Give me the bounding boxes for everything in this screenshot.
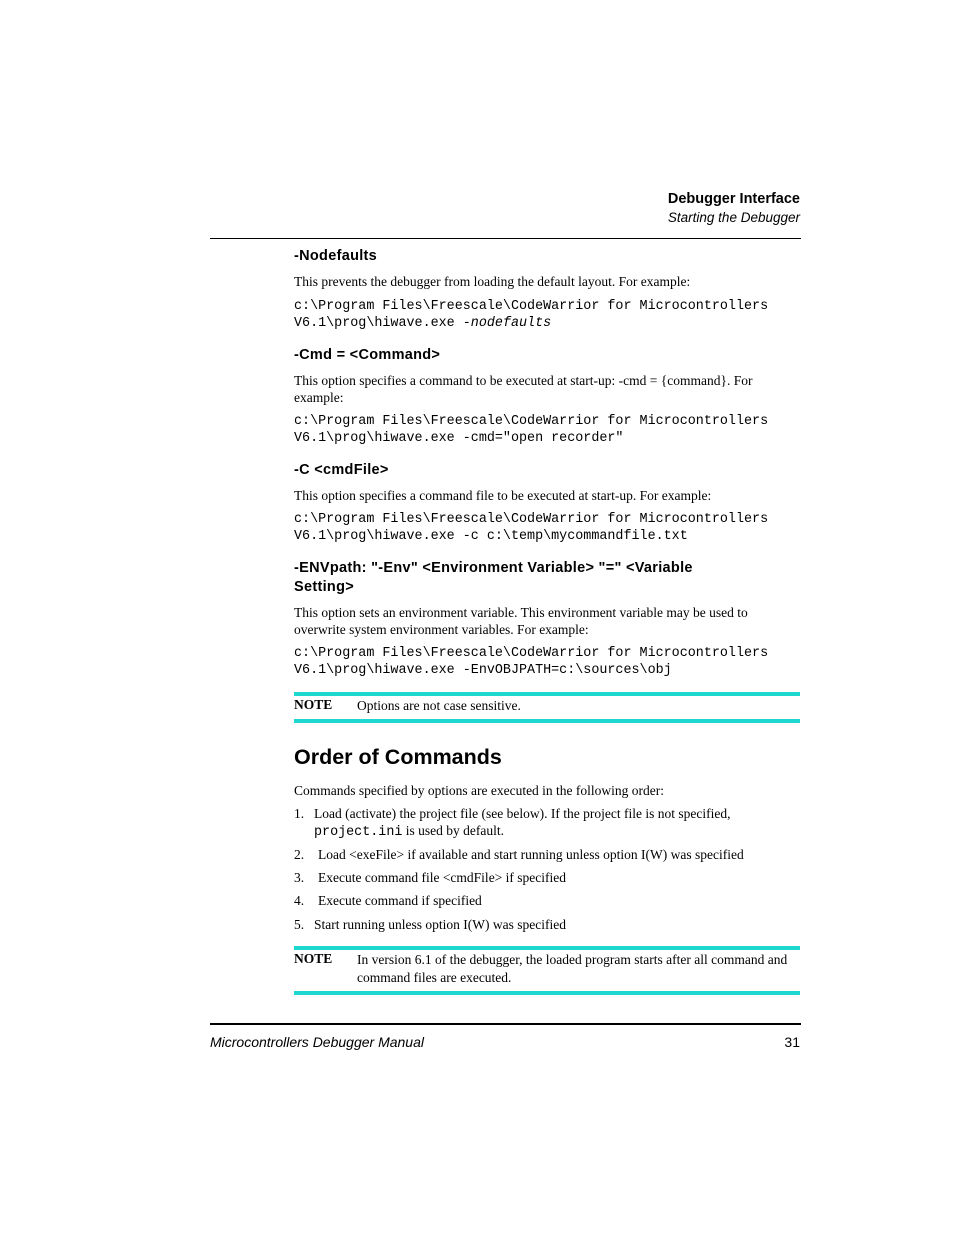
cmd-code-line2: V6.1\prog\hiwave.exe -cmd="open recorder"	[294, 431, 624, 446]
list-item-number: 2.	[294, 847, 305, 862]
cmd-body-line2: example:	[294, 390, 344, 405]
page-number: 31	[784, 1034, 800, 1050]
note1-bottom-bar	[294, 719, 800, 723]
heading-nodefaults: -Nodefaults	[294, 248, 378, 264]
list-item-number: 1.	[294, 806, 305, 821]
note2-bottom-bar	[294, 991, 800, 995]
header-rule	[210, 238, 801, 239]
envpath-body-line2: overwrite system environment variables. For example:	[294, 622, 589, 637]
running-header-section: Starting the Debugger	[667, 210, 800, 225]
nodefaults-body: This prevents the debugger from loading the default layout. For example:	[294, 274, 691, 289]
inline-code-project-ini: project.ini	[314, 825, 403, 840]
list-item-text-continued	[314, 822, 504, 841]
envpath-code-line1: c:\Program Files\Freescale\CodeWarrior for Microcontrollers	[294, 646, 769, 661]
list-item-text-rest: is used by default.	[402, 823, 505, 838]
list-item-text: Execute command file <cmdFile> if specified	[318, 870, 567, 885]
cmdfile-body: This option specifies a command file to be executed at start-up. For example:	[294, 488, 712, 503]
nodefaults-code-line2	[294, 315, 551, 332]
running-header-chapter: Debugger Interface	[667, 191, 800, 207]
list-item-number: 5.	[294, 917, 305, 932]
footer-rule	[210, 1023, 801, 1025]
envpath-body-line1: This option sets an environment variable. This environment variable may be used to	[294, 605, 748, 620]
footer-manual-title: Microcontrollers Debugger Manual	[210, 1034, 424, 1050]
heading-cmdfile: -C <cmdFile>	[294, 462, 389, 478]
note2-top-bar	[294, 946, 800, 950]
heading-envpath-line1: -ENVpath: "-Env" <Environment Variable> "=" <Variable	[294, 560, 693, 576]
nodefaults-code-line1: c:\Program Files\Freescale\CodeWarrior for Microcontrollers	[294, 299, 769, 314]
list-item-number: 3.	[294, 870, 305, 885]
note1-text: Options are not case sensitive.	[357, 698, 521, 713]
envpath-code-line2: V6.1\prog\hiwave.exe -EnvOBJPATH=c:\sources\obj	[294, 663, 672, 678]
list-item-text: Execute command if specified	[318, 893, 482, 908]
note1-top-bar	[294, 692, 800, 696]
heading-envpath-line2: Setting>	[294, 579, 355, 595]
nodefaults-code-prefix: V6.1\prog\hiwave.exe -	[294, 316, 471, 331]
list-item-text: Start running unless option I(W) was specified	[314, 917, 566, 932]
list-item-text: Load (activate) the project file (see below). If the project file is not specified,	[314, 806, 731, 821]
note1-label: NOTE	[294, 697, 333, 712]
cmd-code-line1: c:\Program Files\Freescale\CodeWarrior for Microcontrollers	[294, 414, 769, 429]
note2-label: NOTE	[294, 951, 333, 966]
list-item	[294, 805, 304, 822]
order-intro: Commands specified by options are executed in the following order:	[294, 783, 665, 798]
cmd-body-line1: This option specifies a command to be executed at start-up: -cmd = {command}. For	[294, 373, 753, 388]
cmdfile-code-line2: V6.1\prog\hiwave.exe -c c:\temp\mycommandfile.txt	[294, 529, 688, 544]
list-item-text: Load <exeFile> if available and start running unless option I(W) was specified	[318, 847, 744, 862]
nodefaults-code-italic: nodefaults	[470, 316, 552, 331]
list-item-number: 4.	[294, 893, 305, 908]
cmdfile-code-line1: c:\Program Files\Freescale\CodeWarrior for Microcontrollers	[294, 512, 769, 527]
note2-text-line1: In version 6.1 of the debugger, the loaded program starts after all command and	[357, 952, 788, 967]
heading-cmd: -Cmd = <Command>	[294, 347, 441, 363]
note2-text-line2: command files are executed.	[357, 970, 512, 985]
order-title: Order of Commands	[294, 745, 502, 769]
